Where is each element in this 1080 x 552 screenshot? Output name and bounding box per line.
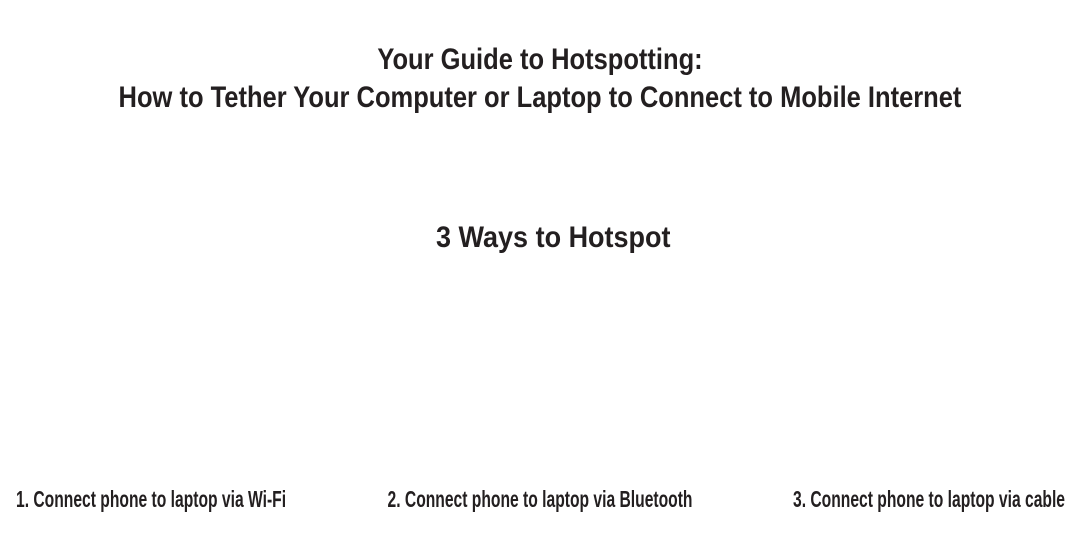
page-title-line-2: How to Tether Your Computer or Laptop to Connect to Mobile Internet [118,81,962,114]
page-title-line-1: Your Guide to Hotspotting: [377,43,703,76]
method-caption-bluetooth: 2. Connect phone to laptop via Bluetooth [387,486,693,512]
method-caption-cable: 3. Connect phone to laptop via cable [793,486,1065,512]
method-caption-wifi: 1. Connect phone to laptop via Wi-Fi [16,486,287,512]
section-heading-text: 3 Ways to Hotspot [435,221,671,254]
page-title [0,41,1080,117]
section-heading [0,219,1080,257]
